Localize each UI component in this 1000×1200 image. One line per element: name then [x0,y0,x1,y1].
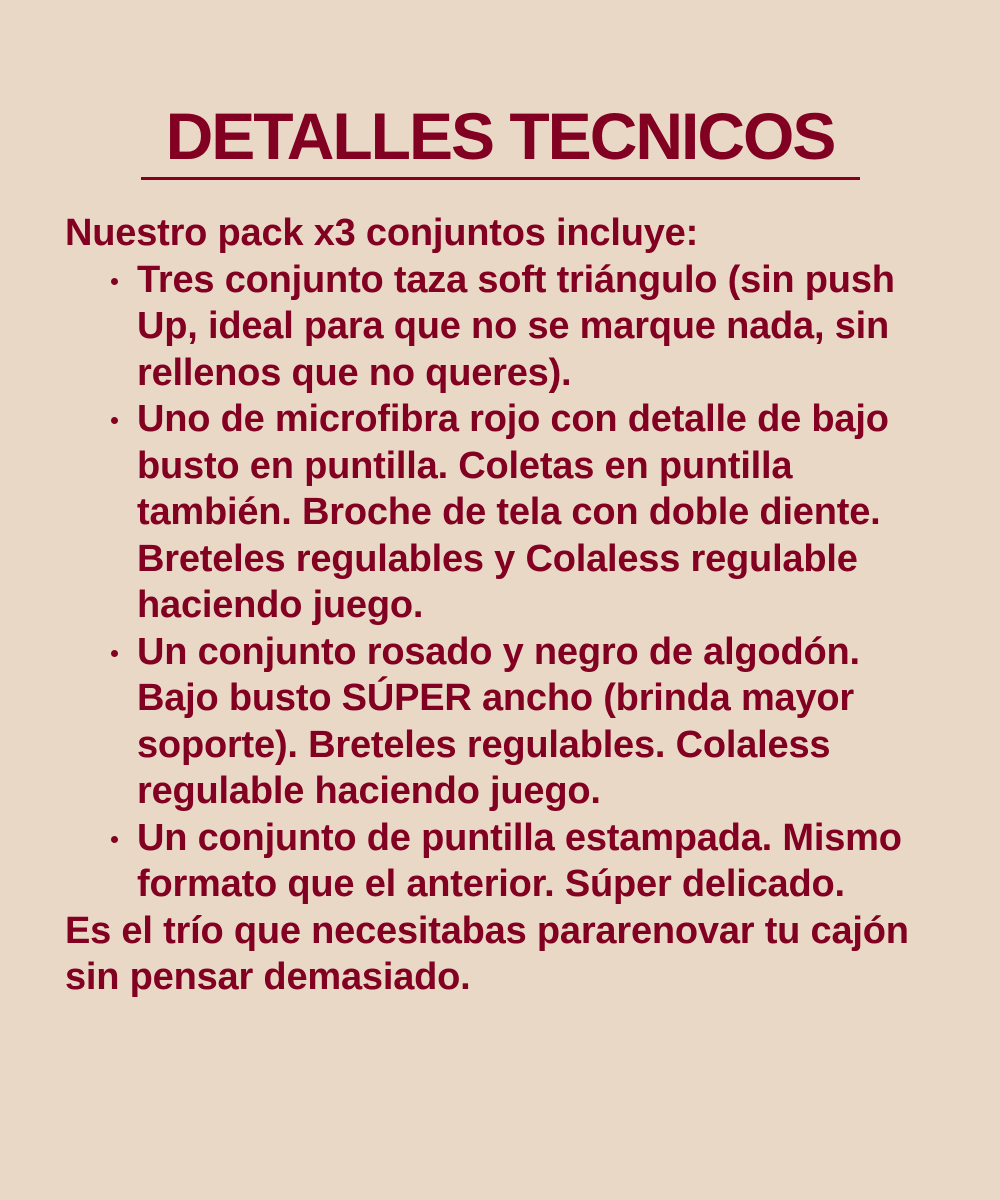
list-item [137,396,945,629]
details-body [65,210,945,1001]
list-item-text: Un conjunto rosado y negro de algodón. Bajo busto SÚPER ancho (brinda mayor soporte). Breteles regulables. Colaless regulable haciendo juego. [137,630,860,812]
bullet-icon [111,417,118,424]
bullet-icon [111,650,118,657]
included-items-list [65,257,945,908]
list-item-text: Un conjunto de puntilla estampada. Mismo formato que el anterior. Súper delicado. [137,816,902,905]
closing-text: Es el trío que necesitabas pararenovar tu cajón sin pensar demasiado. [65,909,909,998]
bullet-icon [111,836,118,843]
list-item [137,629,945,815]
page-title: DETALLES TECNICOS [165,99,835,173]
intro-text: Nuestro pack x3 conjuntos incluye: [65,212,699,254]
bullet-icon [111,278,118,285]
list-item [137,815,945,908]
list-item-text: Uno de microfibra rojo con detalle de bajo busto en puntilla. Coletas en puntilla también. Broche de tela con doble diente. Breteles regulables y Colaless regulable haciendo juego. [137,398,889,626]
list-item [137,257,945,397]
list-item-text: Tres conjunto taza soft triángulo (sin push Up, ideal para que no se marque nada, sin rellenos que no queres). [137,258,895,394]
title-divider [141,177,860,180]
